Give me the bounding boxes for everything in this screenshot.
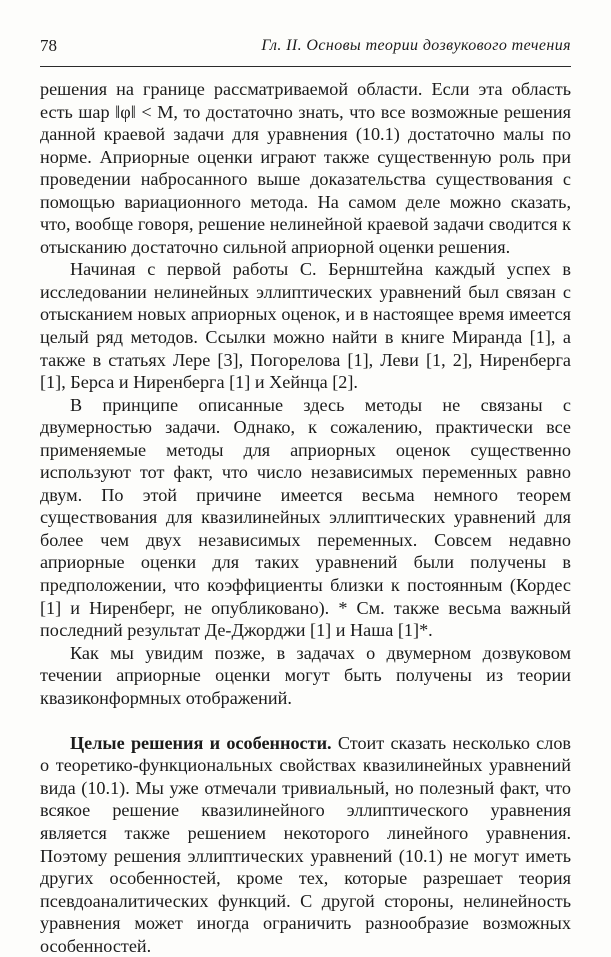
section-text: Стоит сказать несколько слов о теоретико-функциональных свойствах квазилинейных уравнений вида (10.1). Мы уже отмечали тривиальный, но полезный факт, что всякое решение квазилинейного эллиптического уравнения является также решением некоторого линейного уравнения. Поэтому решения эллиптических уравнений (10.1) не могут иметь других особенностей, кроме тех, которые разрешает теория псевдоаналитических функций. С другой стороны, нелинейность уравнения может иногда ограничить разнообразие возможных особенностей.	[40, 732, 572, 956]
section-spacer	[40, 709, 571, 732]
section-paragraph	[40, 732, 571, 957]
paragraph-methods: В принципе описанные здесь методы не связаны с двумерностью задачи. Однако, к сожалению, практически все применяемые методы для априорных оценок существенно используют тот факт, что число независимых переменных равно двум. По этой причине имеется весьма немного теорем существования для квазилинейных эллиптических уравнений для более чем двух независимых переменных. Совсем недавно априорные оценки для таких уравнений были получены в предположении, что коэффициенты близки к постоянным (Кордес [1] и Ниренберг, не опубликовано). * См. также весьма важный последний результат Де-Джорджи [1] и Наша [1]*.	[40, 394, 571, 641]
running-title: Гл. II. Основы теории дозвукового течения	[261, 37, 571, 54]
paragraph-bernstein: Начиная с первой работы С. Бернштейна каждый успех в исследовании нелинейных эллиптических уравнений был связан с отысканием новых априорных оценок, и в настоящее время имеется целый ряд методов. Ссылки можно найти в книге Миранда [1], а также в статьях Лере [3], Погорелова [1], Леви [1, 2], Ниренберга [1], Берса и Ниренберга [1] и Хейнца [2].	[40, 259, 571, 393]
section-title: Целые решения и особенности.	[70, 732, 332, 753]
page-header	[40, 36, 571, 67]
page-number: 78	[40, 36, 57, 55]
paragraph-continued: решения на границе рассматриваемой области. Если эта область есть шар ‖φ‖ < M, то достаточно знать, что все возможные решения данной краевой задачи для уравнения (10.1) достаточно малы по норме. Априорные оценки играют также существенную роль при проведении набросанного выше доказательства существования с помощью вариационного метода. На самом деле можно сказать, что, вообще говоря, решение нелинейной краевой задачи сводится к отысканию достаточно сильной априорной оценки решения.	[40, 79, 571, 257]
body-text	[40, 78, 571, 957]
paragraph-quasiconformal: Как мы увидим позже, в задачах о двумерном дозвуковом течении априорные оценки могут быть получены из теории квазиконформных отображений.	[40, 642, 571, 708]
